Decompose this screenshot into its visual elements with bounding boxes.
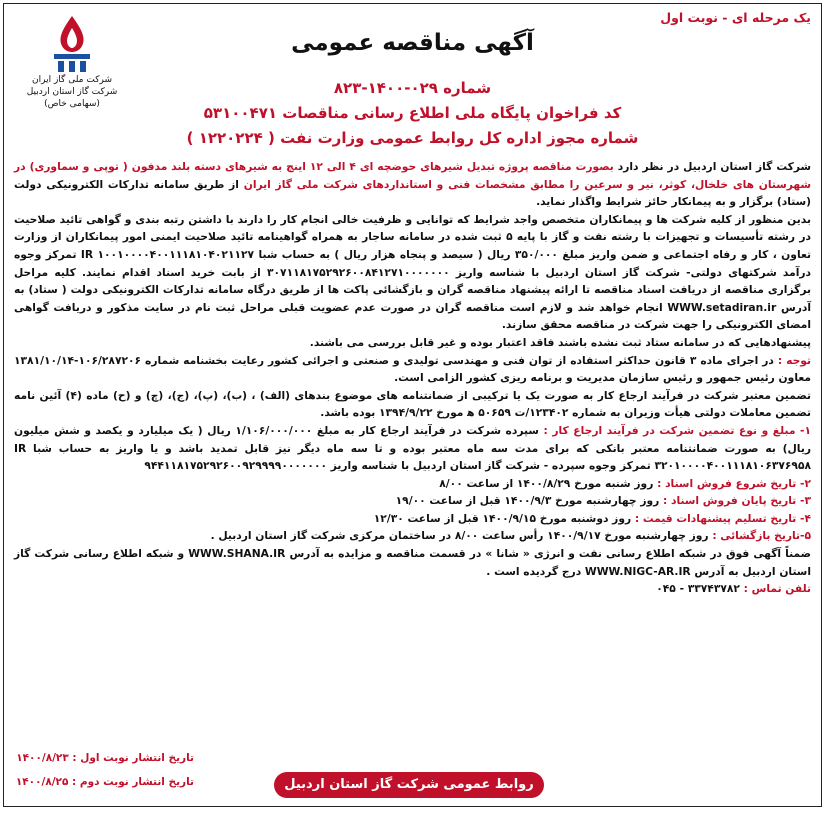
header-lines (134, 76, 691, 151)
guarantee-paragraph: تضمین معتبر شرکت در فرآیند ارجاع کار به صورت یک یا ترکیبی از ضمانتنامه های موضوع بندهای (الف) ، (ب)، (پ)، (ج)، (چ) و (ح) ماده (۴) آئین نامه تضمین معاملات دولتی هیأت وزیران به شماره ۱۲۳۴۰۲/ت ۵۰۶۵۹ ه‍ مورخ ۱۳۹۴/۹/۲۲ بوده باشد. (14, 388, 812, 420)
notice-body (14, 158, 811, 598)
tender-number: شماره ۰۲۹-۱۴۰۰-۸۲۳ (333, 79, 492, 97)
attention-note: توجه : در اجرای ماده ۳ قانون حداکثر استفاده از توان فنی و مهندسی تولیدی و صنعتی و اجرائی کشور رعایت بخشنامه شماره ۱۰۶/۲۸۷۲۰۶-۱۳۸۱/۱۰/۱۴ معاون رئیس جمهور و رئیس سازمان مدیریت و برنامه ریزی کشور الزامی است. (14, 353, 812, 385)
intro-paragraph: شرکت گاز استان اردبیل در نظر دارد بصورت مناقصه پروژه تبدیل شیرهای حوضچه ای ۴ الی ۱۲ اینچ به شیرهای دسته بلند مدفون ( توپی و سماوری) در شهرستان های خلخال، کوثر، نیر و سرعین را مطابق مشخصات فنی و استانداردهای شرکت ملی گاز ایران از طریق سامانه تدارکات الکترونیکی دولت (ستاد) برگزار و به پیمانکار حائز شرایط واگذار نماید. (14, 160, 812, 209)
tender-notice (3, 3, 822, 807)
page-title: آگهی مناقصه عمومی (291, 30, 534, 56)
item-2: ۲- تاریخ شروع فروش اسناد : روز شنبه مورخ ۱۴۰۰/۸/۲۹ از ساعت ۸/۰۰ (439, 476, 811, 490)
item-4: ۴- تاریخ تسلیم پیشنهادات قیمت : روز دوشنبه مورخ ۱۴۰۰/۹/۱۵ قبل از ساعت ۱۲/۳۰ (373, 511, 811, 525)
eligibility-paragraph: بدین منظور از کلیه شرکت ها و پیمانکاران متخصص واجد شرایط که توانایی و ظرفیت خالی انجام کار را دارند با داشتن رتبه بندی و گواهی تائید صلاحیت در رشته تأسیسات و تجهیزات با رشته نفت و گاز با پایه ۵ ثبت شده در سامانه ساجار به همراه گواهینامه تائید صلاحیت ایمنی امور پیمانکاران از وزارت تعاون ، کار و رفاه اجتماعی و ضمن واریز مبلغ ۳۵۰/۰۰۰ ریال ( سیصد و پنجاه هزار ریال ) به حساب شبا IR ۱۰۰۱۰۰۰۰۴۰۰۱۱۱۸۱۰۴۰۲۱۱۲۷ تمرکز وجوه درآمد شرکتهای دولتی- شرکت گاز استان اردبیل با شناسه واریز ۳۰۷۱۱۸۱۷۵۲۹۲۶۰۰۸۴۱۲۷۱۰۰۰۰۰۰۰ از بابت خرید اسناد اقدام نمایند. کلیه مراحل برگزاری مناقصه از دریافت اسناد مناقصه تا ارائه پیشنهاد مناقصه گران و بازگشائی پاکت ها از طریق درگاه سامانه تدارکات الکترونیکی دولت ( ستاد) به آدرس WWW.setadiran.ir انجام خواهد شد و لازم است مناقصه گران در صورت عدم عضویت قبلی مراحل ثبت نام در سایت مذکور و دریافت گواهی امضای الکترونیکی را جهت شرکت در مناقصه محقق سازند. (14, 212, 811, 332)
logo-line-3: (سهامی خاص) (44, 99, 100, 109)
nigc-flame-logo-icon (44, 14, 100, 74)
logo-line-2: شرکت گاز استان اردبیل (26, 87, 118, 97)
websites-paragraph: ضمناً آگهی فوق در شبکه اطلاع رسانی نفت و انرژی « شانا » در قسمت مناقصه و مزایده به آدرس WWW.SHANA.IR و شبکه اطلاع رسانی شرکت گاز استان اردبیل به آدرس WWW.NIGC-AR.IR درج گردیده است . (14, 547, 811, 578)
setad-code: کد فراخوان پایگاه ملی اطلاع رسانی مناقصات ۵۳۱۰۰۴۷۱ (203, 104, 622, 122)
public-relations-footer: روابط عمومی شرکت گاز استان اردبیل (274, 772, 544, 798)
item-1: ۱- مبلغ و نوع تضمین شرکت در فرآیند ارجاع کار : سپرده شرکت در فرآیند ارجاع کار به مبلغ ۱/۱۰۶/۰۰۰/۰۰۰ ریال ( یک میلیارد و یکصد و شش میلیون ریال) به صورت ضمانتنامه معتبر بانکی که برای مدت سه ماه معتبر بوده و تا سه ماه دیگر نیز قابل تمدید باشد و یا واریز به حساب شبا IR ۳۲۰۱۰۰۰۰۴۰۰۱۱۱۸۱۰۶۳۷۶۹۵۸ تمرکز وجوه سپرده - شرکت گاز استان اردبیل با شناسه واریز ۹۴۴۱۱۸۱۷۵۲۹۲۶۰۰۹۲۹۹۹۹۰۰۰۰۰۰۰ (14, 423, 812, 473)
company-logo (12, 14, 132, 110)
publication-dates (14, 746, 194, 794)
setad-note: پیشنهادهایی که در سامانه ستاد ثبت نشده باشند فاقد اعتبار بوده و غیر قابل بررسی می باشند. (309, 335, 811, 349)
permit-number: شماره مجوز اداره کل روابط عمومی وزارت نفت ( ۱۲۲۰۲۲۴ ) (186, 129, 639, 147)
second-publication-date: تاریخ انتشار نوبت دوم : ۱۴۰۰/۸/۲۵ (15, 776, 194, 788)
project-description: بصورت مناقصه پروژه تبدیل شیرهای حوضچه ای ۴ الی ۱۲ اینچ به شیرهای دسته بلند مدفون ( توپی و سماوری) در شهرستان های خلخال، کوثر، نیر و سرعین را مطابق مشخصات فنی و استانداردهای شرکت ملی گاز ایران (14, 160, 812, 191)
first-publication-date: تاریخ انتشار نوبت اول : ۱۴۰۰/۸/۲۳ (16, 752, 194, 764)
contact-phone: تلفن تماس : ۳۳۷۴۳۷۸۲ - ۰۴۵ (656, 582, 811, 596)
logo-line-1: شرکت ملی گاز ایران (32, 75, 112, 85)
item-3: ۳- تاریخ پایان فروش اسناد : روز چهارشنبه مورخ ۱۴۰۰/۹/۳ قبل از ساعت ۱۹/۰۰ (395, 494, 811, 508)
item-5: ۵-تاریخ بازگشائی : روز چهارشنبه مورخ ۱۴۰۰/۹/۱۷ رأس ساعت ۸/۰۰ در ساختمان مرکزی شرکت گاز استان اردبیل . (210, 529, 811, 543)
stage-badge: یک مرحله ای - نوبت اول (660, 10, 811, 25)
